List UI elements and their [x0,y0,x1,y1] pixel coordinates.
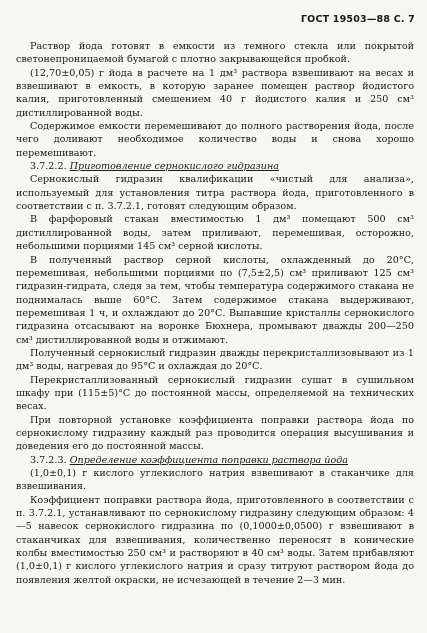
paragraph-recrystallization: Полученный сернокислый гидразин дважды перекристаллизовывают из 1 дм³ воды, нагревая до 95°С и охлаждая до 20°С. [16,347,414,373]
section-title: Определение коэффициента поправки раствора йода [69,454,349,466]
section-heading-hydrazine [16,160,414,173]
section-title: Приготовление сернокислого гидразина [69,161,280,173]
paragraph-iodine-container: Раствор йода готовят в емкости из темного стекла или покрытой светонепроницаемой бумагой с плотно закрывающейся пробкой. [16,41,414,66]
paragraph-titration: Коэффициент поправки раствора йода, приготовленного в соответствии с п. 3.7.2.1, устанавливают по сернокислому гидразину следующим образом: 4—5 навесок сернокислого гидразина по (0,1000±0,0500) г взвешивают в стаканчиках для взвешивания, количественно переносят в конические колбы вместимостью 250 см³ и растворяют в 40 см³ воды. Затем прибавляют (1,0±0,1) г кислого углекислого натрия и сразу титруют раствором йода до появления желтой окраски, не исчезающей в течение 2—3 мин. [16,494,414,586]
page-body [16,40,414,587]
paragraph-iodine-weighing: (12,70±0,05) г йода в расчете на 1 дм³ раствора взвешивают на весах и взвешивают в емкость, в которую заранее помещен раствор йодистого калия, приготовленный смешением 40 г йодистого калия и 250 см³ дистиллированной воды. [16,67,414,119]
section-number: 3.7.2.2. [30,161,67,173]
paragraph-porcelain-beaker: В фарфоровый стакан вместимостью 1 дм³ помещают 500 см³ дистиллированной воды, затем приливают, перемешивая, осторожно, небольшими порциями 145 см³ серной кислоты. [16,214,414,253]
paragraph-sodium-bicarbonate: (1,0±0,1) г кислого углекислого натрия взвешивают в стаканчике для взвешивания. [16,468,414,493]
paragraph-sulfuric-acid-solution: В полученный раствор серной кислоты, охлажденный до 20°С, перемешивая, небольшими порциями по (7,5±2,5) см³ приливают 125 см³ гидразин-гидрата, следя за тем, чтобы температура содержимого стакана не поднималась выше 60°С. Затем содержимое стакана выдерживают, перемешивая 1 ч, и охлаждают до 20°С. Выпавшие кристаллы сернокислого гидразина отсасывают на воронке Бюхнера, промывают дважды 200—250 см³ дистиллированной воды и отжимают. [16,254,414,346]
paragraph-iodine-mixing: Содержимое емкости перемешивают до полного растворения йода, после чего доливают необходимое количество воды и снова хорошо перемешивают. [16,121,414,159]
section-heading-correction-factor [16,454,414,467]
paragraph-hydrazine-qualification: Сернокислый гидразин квалификации «чистый для анализа», используемый для установления титра раствора йода, приготовленного в соответствии с п. 3.7.2.1, готовят следующим образом. [16,174,414,213]
paragraph-repeat-setting: При повторной установке коэффициента поправки раствора йода по сернокислому гидразину каждый раз проводится операция высушивания и доведения его до постоянной массы. [16,414,414,453]
section-number: 3.7.2.3. [30,454,67,466]
paragraph-drying: Перекристаллизованный сернокислый гидразин сушат в сушильном шкафу при (115±5)°С до постоянной массы, определяемой на технических весах. [16,374,414,413]
page-header: ГОСТ 19503—88 С. 7 [300,14,415,25]
